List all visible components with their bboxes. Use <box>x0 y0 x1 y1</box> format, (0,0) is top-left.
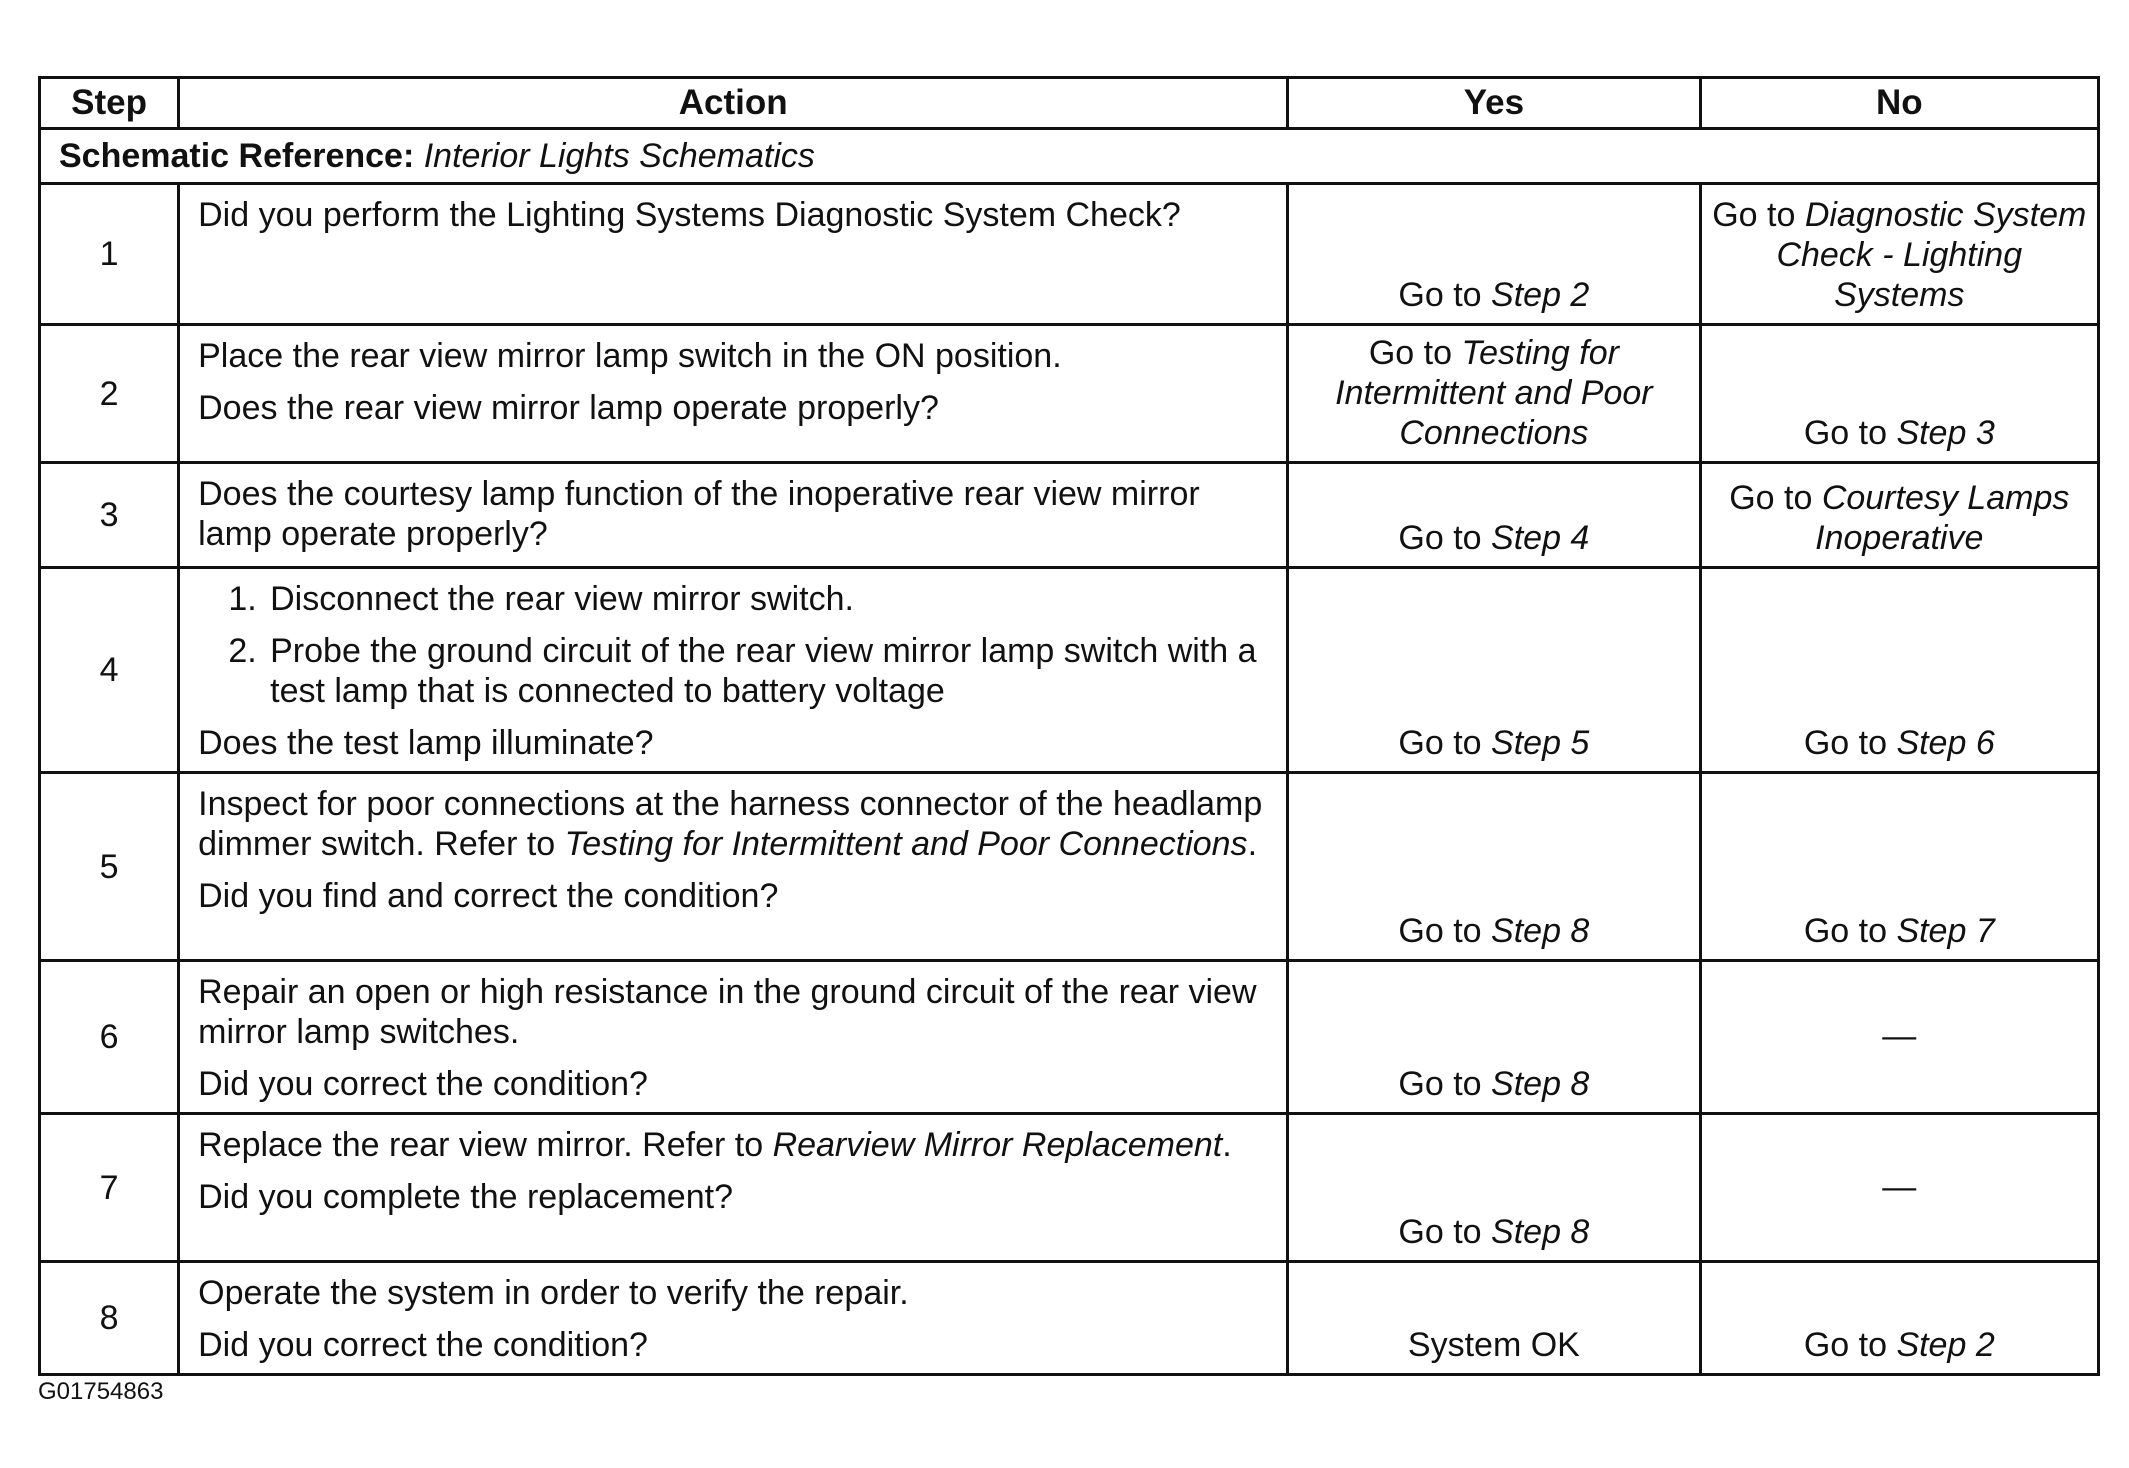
no-cell <box>1700 773 2098 961</box>
no-cell <box>1700 463 2098 568</box>
action-cell <box>179 568 1288 773</box>
yes-link[interactable]: Step 8 <box>1491 1213 1590 1251</box>
action-cell <box>179 325 1288 463</box>
no-link[interactable]: Step 6 <box>1896 724 1995 762</box>
header-row <box>40 78 2099 129</box>
table-row <box>40 568 2099 773</box>
yes-link[interactable]: Step 8 <box>1491 1065 1590 1103</box>
table-row <box>40 1114 2099 1262</box>
no-prefix: Go to <box>1803 912 1897 950</box>
no-cell <box>1700 184 2098 325</box>
yes-prefix: Go to <box>1398 519 1492 557</box>
yes-link[interactable]: Step 4 <box>1491 519 1590 557</box>
step-number: 5 <box>40 773 179 961</box>
yes-cell <box>1288 184 1700 325</box>
yes-cell <box>1288 463 1700 568</box>
yes-cell <box>1288 1114 1700 1262</box>
yes-cell <box>1288 961 1700 1114</box>
table-row <box>40 1262 2099 1375</box>
no-link[interactable]: Courtesy Lamps Inoperative <box>1815 479 2070 557</box>
header-step: Step <box>40 78 179 129</box>
yes-cell: System OK <box>1288 1262 1700 1375</box>
schematic-reference <box>40 129 2099 184</box>
no-cell: — <box>1700 1114 2098 1262</box>
table-row <box>40 463 2099 568</box>
schematic-reference-link[interactable]: Interior Lights Schematics <box>423 137 815 175</box>
yes-cell <box>1288 325 1700 463</box>
no-prefix: Go to <box>1729 479 1822 517</box>
schematic-reference-row <box>40 129 2099 184</box>
step-number: 3 <box>40 463 179 568</box>
yes-prefix: Go to <box>1368 334 1462 372</box>
action-reference-link[interactable]: Testing for Intermittent and Poor Connections <box>564 825 1248 863</box>
action-question: Did you find and correct the condition? <box>198 877 779 915</box>
step-number: 6 <box>40 961 179 1114</box>
action-cell <box>179 184 1288 325</box>
header-action: Action <box>179 78 1288 129</box>
action-text-part: Inspect for poor connections at the harness connector of the headlamp dimmer switch. Refer to <box>198 785 1263 863</box>
action-text-part: Replace the rear view mirror. Refer to <box>198 1126 773 1164</box>
yes-link[interactable]: Testing for Intermittent and Poor Connections <box>1335 334 1653 452</box>
no-prefix: Go to <box>1803 724 1897 762</box>
yes-prefix: Go to <box>1398 912 1492 950</box>
action-question: Did you complete the replacement? <box>198 1178 733 1216</box>
step-number: 4 <box>40 568 179 773</box>
action-question: Did you correct the condition? <box>198 1326 648 1364</box>
table-row <box>40 325 2099 463</box>
action-text: Repair an open or high resistance in the ground circuit of the rear view mirror lamp switches. <box>198 973 1257 1051</box>
yes-link[interactable]: Step 5 <box>1491 724 1590 762</box>
no-link[interactable]: Step 7 <box>1896 912 1995 950</box>
action-text <box>198 1125 1268 1165</box>
no-cell <box>1700 568 2098 773</box>
yes-link[interactable]: Step 8 <box>1491 912 1590 950</box>
table-row <box>40 961 2099 1114</box>
step-number: 8 <box>40 1262 179 1375</box>
no-prefix: Go to <box>1803 414 1897 452</box>
action-text: Operate the system in order to verify the repair. <box>198 1274 909 1312</box>
step-number: 1 <box>40 184 179 325</box>
list-item: 2. Probe the ground circuit of the rear view mirror lamp switch with a test lamp that is connected to battery voltage <box>266 631 1268 711</box>
table-row <box>40 184 2099 325</box>
yes-cell <box>1288 568 1700 773</box>
no-link[interactable]: Step 2 <box>1896 1326 1995 1364</box>
no-prefix: Go to <box>1712 196 1805 234</box>
action-text: Did you perform the Lighting Systems Diagnostic System Check? <box>198 196 1181 234</box>
yes-link[interactable]: Step 2 <box>1491 276 1590 314</box>
action-reference-link[interactable]: Rearview Mirror Replacement <box>772 1126 1223 1164</box>
header-yes: Yes <box>1288 78 1700 129</box>
action-text <box>198 784 1268 864</box>
no-cell: — <box>1700 961 2098 1114</box>
header-no: No <box>1700 78 2098 129</box>
action-cell <box>179 773 1288 961</box>
action-question: Does the rear view mirror lamp operate properly? <box>198 389 939 427</box>
no-cell <box>1700 1262 2098 1375</box>
yes-cell <box>1288 773 1700 961</box>
list-item: 1. Disconnect the rear view mirror switch. <box>266 579 1268 619</box>
action-cell <box>179 463 1288 568</box>
schematic-reference-label: Schematic Reference: <box>59 137 415 175</box>
yes-prefix: Go to <box>1398 276 1492 314</box>
action-text: Place the rear view mirror lamp switch in the ON position. <box>198 337 1062 375</box>
figure-id: G01754863 <box>38 1378 164 1405</box>
table-row <box>40 773 2099 961</box>
action-text-end: . <box>1222 1126 1232 1164</box>
action-cell <box>179 961 1288 1114</box>
yes-prefix: Go to <box>1398 1065 1492 1103</box>
no-prefix: Go to <box>1803 1326 1897 1364</box>
diagnostic-table <box>38 76 2100 1376</box>
step-number: 7 <box>40 1114 179 1262</box>
action-steps-list <box>198 579 1268 711</box>
action-question: Does the test lamp illuminate? <box>198 724 654 762</box>
action-text: Does the courtesy lamp function of the inoperative rear view mirror lamp operate properly? <box>198 475 1200 553</box>
action-question: Did you correct the condition? <box>198 1065 648 1103</box>
action-cell <box>179 1114 1288 1262</box>
yes-prefix: Go to <box>1398 1213 1492 1251</box>
action-cell <box>179 1262 1288 1375</box>
step-number: 2 <box>40 325 179 463</box>
no-link[interactable]: Step 3 <box>1896 414 1995 452</box>
no-link[interactable]: Diagnostic System Check - Lighting Systems <box>1776 196 2087 314</box>
action-text-end: . <box>1247 825 1258 863</box>
yes-prefix: Go to <box>1398 724 1492 762</box>
no-cell <box>1700 325 2098 463</box>
